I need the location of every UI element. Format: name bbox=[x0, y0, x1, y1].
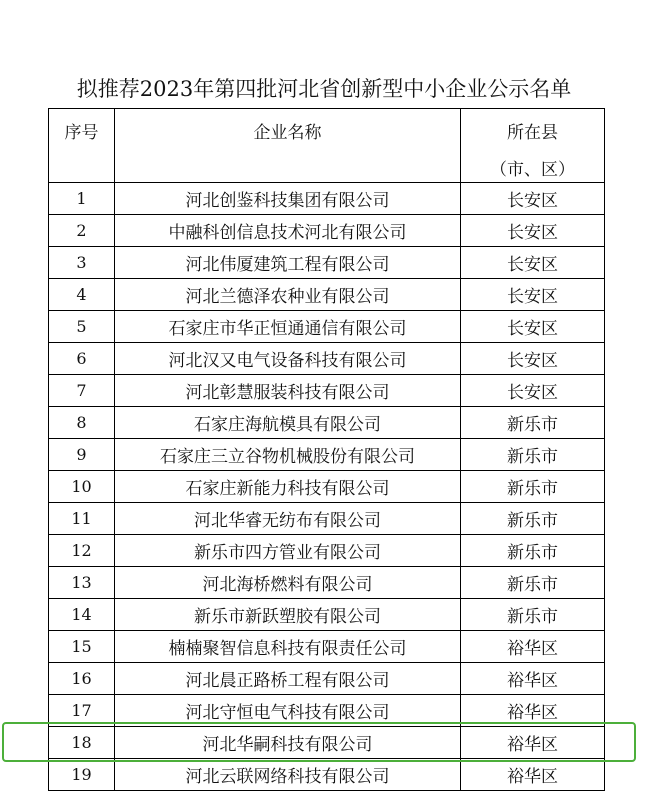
table-row bbox=[49, 183, 605, 215]
row-index: 2 bbox=[49, 215, 115, 247]
document-title: 拟推荐2023年第四批河北省创新型中小企业公示名单 bbox=[76, 77, 572, 101]
row-company: 中融科创信息技术河北有限公司 bbox=[115, 215, 461, 247]
row-index: 13 bbox=[49, 567, 115, 599]
row-index: 4 bbox=[49, 279, 115, 311]
row-company: 河北华嗣科技有限公司 bbox=[115, 727, 461, 759]
row-county: 裕华区 bbox=[461, 759, 605, 791]
table-row bbox=[49, 631, 605, 663]
row-index: 6 bbox=[49, 343, 115, 375]
company-list-table bbox=[48, 108, 605, 791]
row-index: 3 bbox=[49, 247, 115, 279]
row-county: 长安区 bbox=[461, 215, 605, 247]
row-company: 新乐市四方管业有限公司 bbox=[115, 535, 461, 567]
row-county: 裕华区 bbox=[461, 663, 605, 695]
row-company: 河北汉又电气设备科技有限公司 bbox=[115, 343, 461, 375]
row-index: 17 bbox=[49, 695, 115, 727]
row-county: 裕华区 bbox=[461, 727, 605, 759]
row-county: 新乐市 bbox=[461, 471, 605, 503]
table-row bbox=[49, 503, 605, 535]
table-row bbox=[49, 599, 605, 631]
row-index: 9 bbox=[49, 439, 115, 471]
header-county-line2: （市、区） bbox=[490, 160, 575, 180]
row-index: 10 bbox=[49, 471, 115, 503]
row-county: 长安区 bbox=[461, 311, 605, 343]
row-index: 19 bbox=[49, 759, 115, 791]
row-county: 长安区 bbox=[461, 183, 605, 215]
table-row bbox=[49, 215, 605, 247]
table-row bbox=[49, 311, 605, 343]
table-header-row bbox=[49, 109, 605, 183]
row-company: 河北海桥燃料有限公司 bbox=[115, 567, 461, 599]
table-row bbox=[49, 439, 605, 471]
row-county: 裕华区 bbox=[461, 631, 605, 663]
table-row bbox=[49, 663, 605, 695]
row-county: 新乐市 bbox=[461, 599, 605, 631]
table-row bbox=[49, 247, 605, 279]
table-row bbox=[49, 535, 605, 567]
header-company: 企业名称 bbox=[115, 109, 461, 183]
row-company: 河北云联网络科技有限公司 bbox=[115, 759, 461, 791]
table-row-highlighted bbox=[49, 727, 605, 759]
row-company: 河北守恒电气科技有限公司 bbox=[115, 695, 461, 727]
header-county bbox=[461, 109, 605, 183]
row-company: 石家庄海航模具有限公司 bbox=[115, 407, 461, 439]
row-county: 长安区 bbox=[461, 279, 605, 311]
row-company: 河北伟厦建筑工程有限公司 bbox=[115, 247, 461, 279]
row-company: 石家庄新能力科技有限公司 bbox=[115, 471, 461, 503]
row-county: 长安区 bbox=[461, 375, 605, 407]
row-county: 新乐市 bbox=[461, 407, 605, 439]
row-county: 新乐市 bbox=[461, 439, 605, 471]
row-index: 14 bbox=[49, 599, 115, 631]
table-row bbox=[49, 567, 605, 599]
row-county: 长安区 bbox=[461, 247, 605, 279]
row-index: 8 bbox=[49, 407, 115, 439]
row-index: 7 bbox=[49, 375, 115, 407]
row-company: 河北华睿无纺布有限公司 bbox=[115, 503, 461, 535]
row-company: 石家庄市华正恒通通信有限公司 bbox=[115, 311, 461, 343]
row-county: 新乐市 bbox=[461, 503, 605, 535]
table-row bbox=[49, 375, 605, 407]
row-county: 裕华区 bbox=[461, 695, 605, 727]
table-row bbox=[49, 343, 605, 375]
row-index: 18 bbox=[49, 727, 115, 759]
row-index: 11 bbox=[49, 503, 115, 535]
table-row bbox=[49, 471, 605, 503]
row-company: 河北晨正路桥工程有限公司 bbox=[115, 663, 461, 695]
table-row bbox=[49, 279, 605, 311]
row-county: 长安区 bbox=[461, 343, 605, 375]
row-company: 新乐市新跃塑胶有限公司 bbox=[115, 599, 461, 631]
table-row bbox=[49, 695, 605, 727]
header-county-line1: 所在县 bbox=[507, 123, 558, 143]
row-index: 15 bbox=[49, 631, 115, 663]
row-index: 5 bbox=[49, 311, 115, 343]
row-company: 石家庄三立谷物机械股份有限公司 bbox=[115, 439, 461, 471]
row-index: 1 bbox=[49, 183, 115, 215]
row-index: 12 bbox=[49, 535, 115, 567]
row-company: 河北创鉴科技集团有限公司 bbox=[115, 183, 461, 215]
table-body bbox=[49, 183, 605, 791]
table-row bbox=[49, 407, 605, 439]
table-row bbox=[49, 759, 605, 791]
row-company: 河北彰慧服装科技有限公司 bbox=[115, 375, 461, 407]
row-company: 楠楠聚智信息科技有限责任公司 bbox=[115, 631, 461, 663]
row-index: 16 bbox=[49, 663, 115, 695]
row-county: 新乐市 bbox=[461, 567, 605, 599]
header-index: 序号 bbox=[49, 109, 115, 183]
row-company: 河北兰德泽农种业有限公司 bbox=[115, 279, 461, 311]
row-county: 新乐市 bbox=[461, 535, 605, 567]
